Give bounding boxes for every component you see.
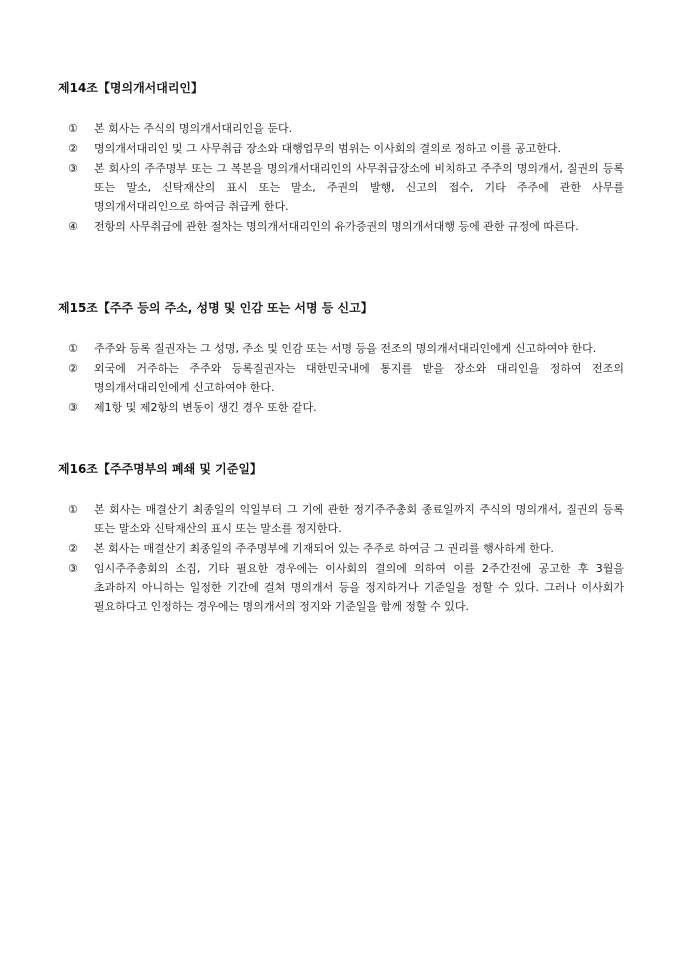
clause-item [58, 139, 624, 158]
clause-list [58, 119, 624, 236]
clause-text: 본 회사는 주식의 명의개서대리인을 둔다. [94, 122, 293, 135]
clause-text: 본 회사는 매결산기 최종일의 익일부터 그 기에 관한 정기주주총회 종료일까지 주식의 명의개서, 질권의 등록 또는 말소와 신탁재산의 표시 또는 말소를 정지한다. [94, 503, 624, 535]
clause-item [58, 500, 624, 538]
clause-text: 전항의 사무취급에 관한 절차는 명의개서대리인의 유가증권의 명의개서대행 등에 관한 규정에 따른다. [94, 220, 579, 233]
clause-number: ④ [68, 220, 78, 233]
article-15 [58, 299, 624, 418]
clause-item [58, 159, 624, 216]
clause-list [58, 339, 624, 417]
clause-number: ① [68, 503, 78, 516]
clause-number: ③ [68, 162, 78, 175]
clause-text: 명의개서대리인 및 그 사무취급 장소와 대행업무의 범위는 이사회의 결의로 정하고 이를 공고한다. [94, 142, 561, 155]
article-heading: 제14조【명의개서대리인】 [58, 81, 204, 95]
article-heading: 제15조【주주 등의 주소, 성명 및 인감 또는 서명 등 신고】 [58, 301, 373, 315]
clause-text: 임시주주총회의 소집, 기타 필요한 경우에는 이사회의 결의에 의하여 이를 2주간전에 공고한 후 3월을 초과하지 아니하는 일정한 기간에 걸쳐 명의개서 등을 정지하거나 기준일을 정할 수 있다. 그러나 이사회가 필요하다고 인정하는 경우에는 명의개서의 정지와 기준일을 함께 정할 수 있다. [94, 562, 624, 613]
clause-text: 본 회사는 매결산기 최종일의 주주명부에 기재되어 있는 주주로 하여금 그 권리를 행사하게 한다. [94, 542, 554, 555]
clause-number: ② [68, 542, 78, 555]
article-16 [58, 460, 624, 617]
clause-text: 외국에 거주하는 주주와 등록질권자는 대한민국내에 통지를 받을 장소와 대리인을 정하여 전조의 명의개서대리인에게 신고하여야 한다. [94, 362, 624, 394]
clause-text: 주주와 등록 질권자는 그 성명, 주소 및 인감 또는 서명 등을 전조의 명의개서대리인에게 신고하여야 한다. [94, 342, 597, 355]
article-heading: 제16조【주주명부의 폐쇄 및 기준일】 [58, 462, 262, 476]
clause-item [58, 359, 624, 397]
clause-text: 본 회사의 주주명부 또는 그 복본을 명의개서대리인의 사무취급장소에 비치하고 주주의 명의개서, 질권의 등록 또는 말소, 신탁재산의 표시 또는 말소, 주권의 발행, 신고의 접수, 기타 주주에 관한 사무를 명의개서대리인으로 하여금 취급케 한다. [94, 162, 624, 213]
clause-number: ② [68, 362, 78, 375]
clause-number: ③ [68, 401, 78, 414]
clause-item [58, 119, 624, 138]
clause-text: 제1항 및 제2항의 변동이 생긴 경우 또한 같다. [94, 401, 317, 414]
article-14 [58, 79, 624, 237]
clause-number: ② [68, 142, 78, 155]
clause-item [58, 339, 624, 358]
clause-item [58, 398, 624, 417]
clause-item [58, 559, 624, 616]
clause-item [58, 217, 624, 236]
clause-item [58, 539, 624, 558]
clause-number: ① [68, 122, 78, 135]
clause-list [58, 500, 624, 616]
clause-number: ③ [68, 562, 78, 575]
clause-number: ① [68, 342, 78, 355]
